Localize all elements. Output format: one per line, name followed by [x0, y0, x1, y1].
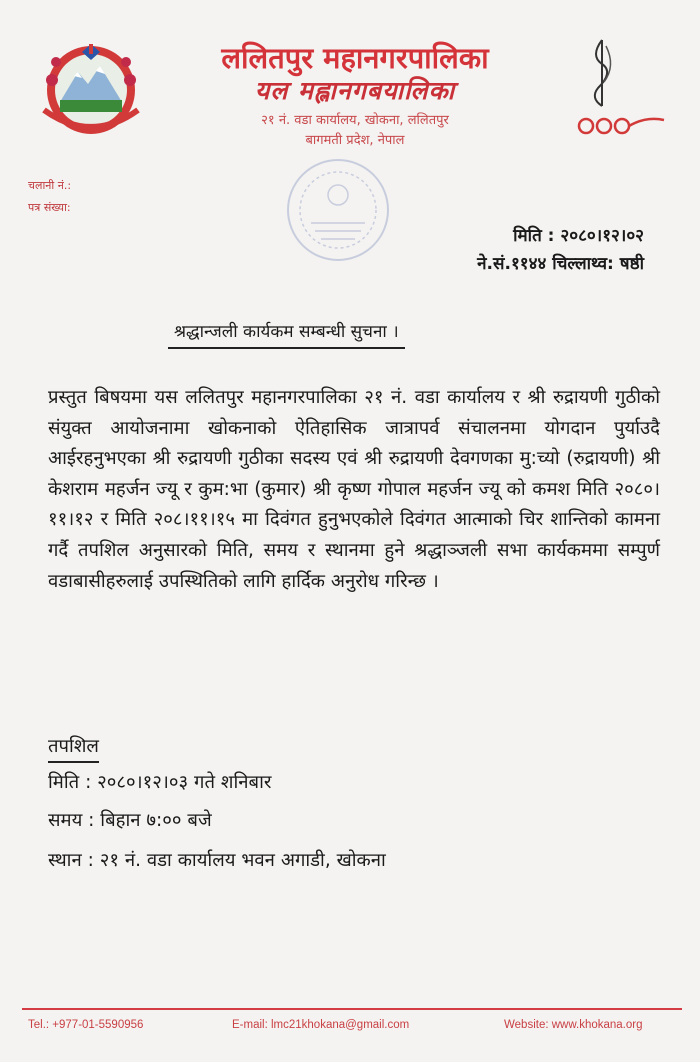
footer-telephone: Tel.: +977-01-5590956 [28, 1019, 144, 1031]
schedule-place: स्थान : २१ नं. वडा कार्यालय भवन अगाडी, खोकना [48, 850, 386, 871]
reference-block [28, 175, 71, 219]
nepal-emblem-icon [36, 40, 146, 140]
org-title-alt-script: यल मह्लानगबयालिका [254, 76, 456, 105]
letter-no-label: पत्र संख्या: [28, 201, 71, 214]
org-title: ललितपुर महानगरपालिका [221, 41, 489, 75]
date-block [477, 222, 644, 278]
schedule-heading: तपशिल [48, 734, 99, 763]
province: बागमती प्रदेश, नेपाल [305, 133, 405, 148]
notice-title: श्रद्धान्जली कार्यकम सम्बन्धी सुचना । [168, 320, 405, 349]
nepal-sambat-date: ने.सं.११४४ चिल्लाथ्व: षष्ठी [477, 254, 644, 274]
office-stamp [283, 155, 393, 265]
ward-address: २१ नं. वडा कार्यालय, खोकना, ललितपुर [261, 113, 449, 128]
ward-logo-icon [576, 36, 668, 136]
schedule-time: समय : बिहान ७:०० बजे [48, 810, 212, 831]
footer-divider [22, 1008, 682, 1010]
schedule-date: मिति : २०८०।१२।०३ गते शनिबार [48, 772, 272, 793]
notice-body: प्रस्तुत बिषयमा यस ललितपुर महानगरपालिका २१ नं. वडा कार्यालय र श्री रुद्रायणी गुठीको संयुक्त आयोजनामा खोकनाको ऐतिहासिक जात्रापर्व संचालनमा योगदान पुर्याउदै आईरहनुभएका श्री रुद्रायणी गुठीका सदस्य एवं श्री रुद्रायणी देवगणका मु:च्यो (रुद्रायणी) श्री केशराम महर्जन ज्यू र कुम:भा (कुमार) श्री कृष्ण गोपाल महर्जन ज्यू को कमश मिति २०८०।११।१२ र मिति २०८।११।१५ मा दिवंगत हुनुभएकोले दिवंगत आत्माको चिर शान्तिको कामना गर्दै तपशिल अनुसारको मिति, समय र स्थानमा हुने श्रद्धाञ्जली सभा कार्यकममा सम्पुर्ण वडाबासीहरुलाई उपस्थितिको लागि हार्दिक अनुरोध गरिन्छ । [48, 387, 660, 592]
footer-email: E-mail: lmc21khokana@gmail.com [232, 1019, 410, 1031]
dispatch-no-label: चलानी नं.: [28, 179, 72, 192]
footer-website: Website: www.khokana.org [504, 1019, 643, 1031]
issue-date: मिति : २०८०।१२।०२ [513, 226, 644, 246]
letterhead [150, 40, 560, 150]
